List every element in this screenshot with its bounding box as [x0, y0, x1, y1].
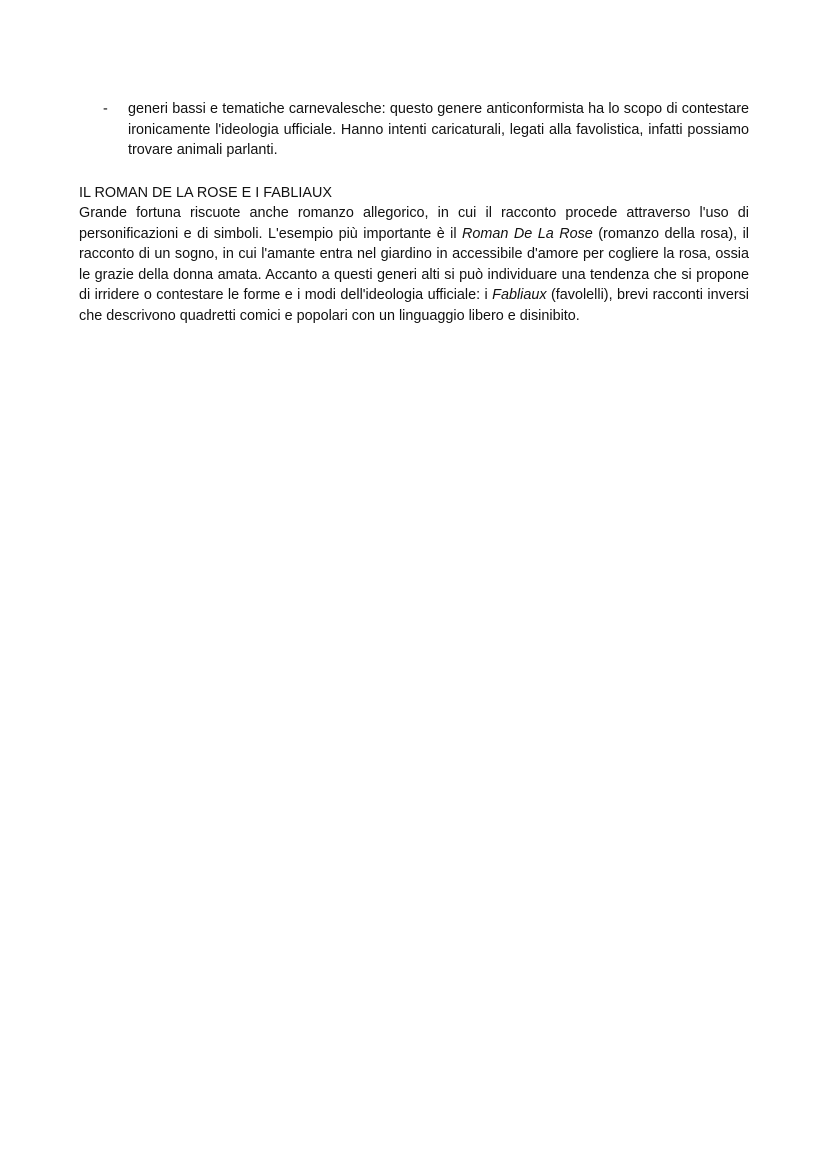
- italic-title-roman: Roman De La Rose: [462, 225, 593, 242]
- paragraph-text: (romanzo della rosa), il racconto di un sogno, in cui l'amante entra nel giardino in accessibile d'amore per cogliere la rosa, ossia le grazie della donna amata. Accanto a questi generi alti si può individuare una tendenza che si propone di irridere o contestare le forme e i modi dell'ideologia ufficiale: i: [79, 225, 749, 303]
- bullet-marker: -: [103, 101, 108, 117]
- paragraph-text: (favolelli), brevi racconti inversi che descrivono quadretti comici e popolari con un linguaggio libero e disinibito.: [79, 287, 750, 324]
- paragraph-text: Grande fortuna riscuote anche romanzo allegorico, in cui il racconto procede attraverso l'uso di personificazioni e di simboli. L'esempio più importante è il: [79, 205, 749, 242]
- bullet-item: [79, 99, 749, 161]
- section-heading: IL ROMAN DE LA ROSE E I FABLIAUX: [79, 184, 332, 201]
- italic-title-fabliaux: Fabliaux: [492, 287, 547, 303]
- body-paragraph: [79, 203, 749, 326]
- bullet-text: generi bassi e tematiche carnevalesche: questo genere anticonformista ha lo scopo di contestare ironicamente l'ideologia ufficiale. Hanno intenti caricaturali, legati alla favolistica, infatti possiamo trovare animali parlanti.: [128, 101, 749, 158]
- document-page: [79, 99, 749, 326]
